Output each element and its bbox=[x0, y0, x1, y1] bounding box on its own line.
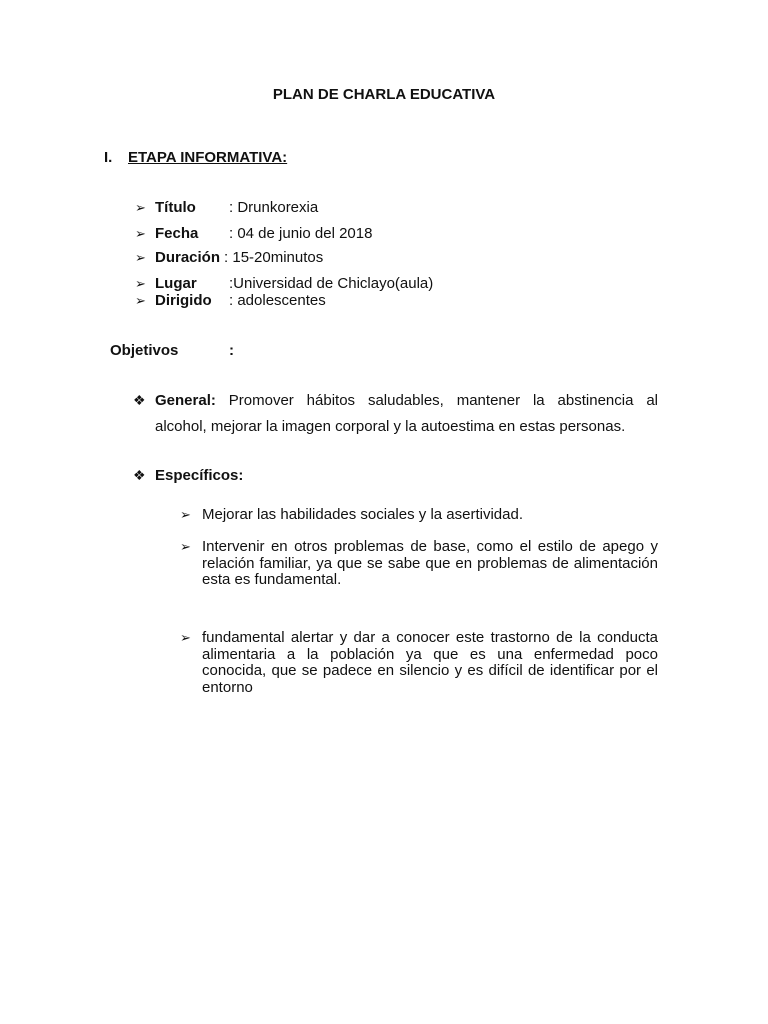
general-line-1 bbox=[133, 392, 658, 410]
arrow-bullet-icon: ➢ bbox=[180, 507, 191, 522]
general-label: General: bbox=[155, 392, 216, 409]
arrow-bullet-icon: ➢ bbox=[135, 293, 146, 308]
document-title: PLAN DE CHARLA EDUCATIVA bbox=[272, 86, 496, 103]
info-label: Título bbox=[155, 199, 196, 216]
diamond-bullet-icon: ❖ bbox=[133, 467, 146, 483]
section-title: ETAPA INFORMATIVA: bbox=[128, 149, 288, 166]
arrow-bullet-icon: ➢ bbox=[135, 276, 146, 291]
especificos-heading bbox=[133, 467, 243, 484]
objetivos-colon: : bbox=[229, 342, 234, 359]
especifico-item-1 bbox=[180, 506, 523, 523]
general-text-1: Promover hábitos saludables, mantener la abstinencia al bbox=[228, 392, 659, 409]
info-label: Dirigido bbox=[155, 292, 212, 309]
info-item-duracion bbox=[135, 249, 323, 266]
especifico-text: Intervenir en otros problemas de base, como el estilo de apego y relación familiar, ya que se sabe que en problemas de alimentación esta es fundamental. bbox=[202, 538, 658, 588]
info-item-fecha bbox=[135, 225, 372, 242]
section-heading bbox=[104, 149, 287, 166]
especifico-text: Mejorar las habilidades sociales y la asertividad. bbox=[202, 506, 523, 523]
info-label: Duración bbox=[155, 249, 221, 266]
arrow-bullet-icon: ➢ bbox=[180, 630, 191, 645]
info-value: : 04 de junio del 2018 bbox=[229, 225, 373, 242]
info-label: Fecha bbox=[155, 225, 199, 242]
arrow-bullet-icon: ➢ bbox=[135, 250, 146, 265]
arrow-bullet-icon: ➢ bbox=[135, 226, 146, 241]
info-value: : adolescentes bbox=[229, 292, 326, 309]
section-number: I. bbox=[104, 149, 113, 166]
diamond-bullet-icon: ❖ bbox=[133, 392, 146, 408]
especifico-text: fundamental alertar y dar a conocer este trastorno de la conducta alimentaria a la población ya que es una enfermedad poco conocida, que se padece en silencio y es difícil de identificar por el entorno bbox=[202, 629, 658, 696]
info-item-lugar bbox=[135, 275, 433, 292]
info-label: Lugar bbox=[155, 275, 197, 292]
info-value: : 15-20minutos bbox=[224, 249, 324, 266]
info-item-titulo bbox=[135, 199, 318, 216]
arrow-bullet-icon: ➢ bbox=[180, 539, 191, 554]
objetivos-label: Objetivos bbox=[110, 342, 179, 359]
info-value: :Universidad de Chiclayo(aula) bbox=[229, 275, 434, 292]
especificos-label: Específicos: bbox=[155, 467, 244, 484]
info-item-dirigido bbox=[135, 292, 326, 309]
info-value: : Drunkorexia bbox=[229, 199, 319, 216]
general-line-2: alcohol, mejorar la imagen corporal y la autoestima en estas personas. bbox=[155, 418, 626, 435]
arrow-bullet-icon: ➢ bbox=[135, 200, 146, 215]
